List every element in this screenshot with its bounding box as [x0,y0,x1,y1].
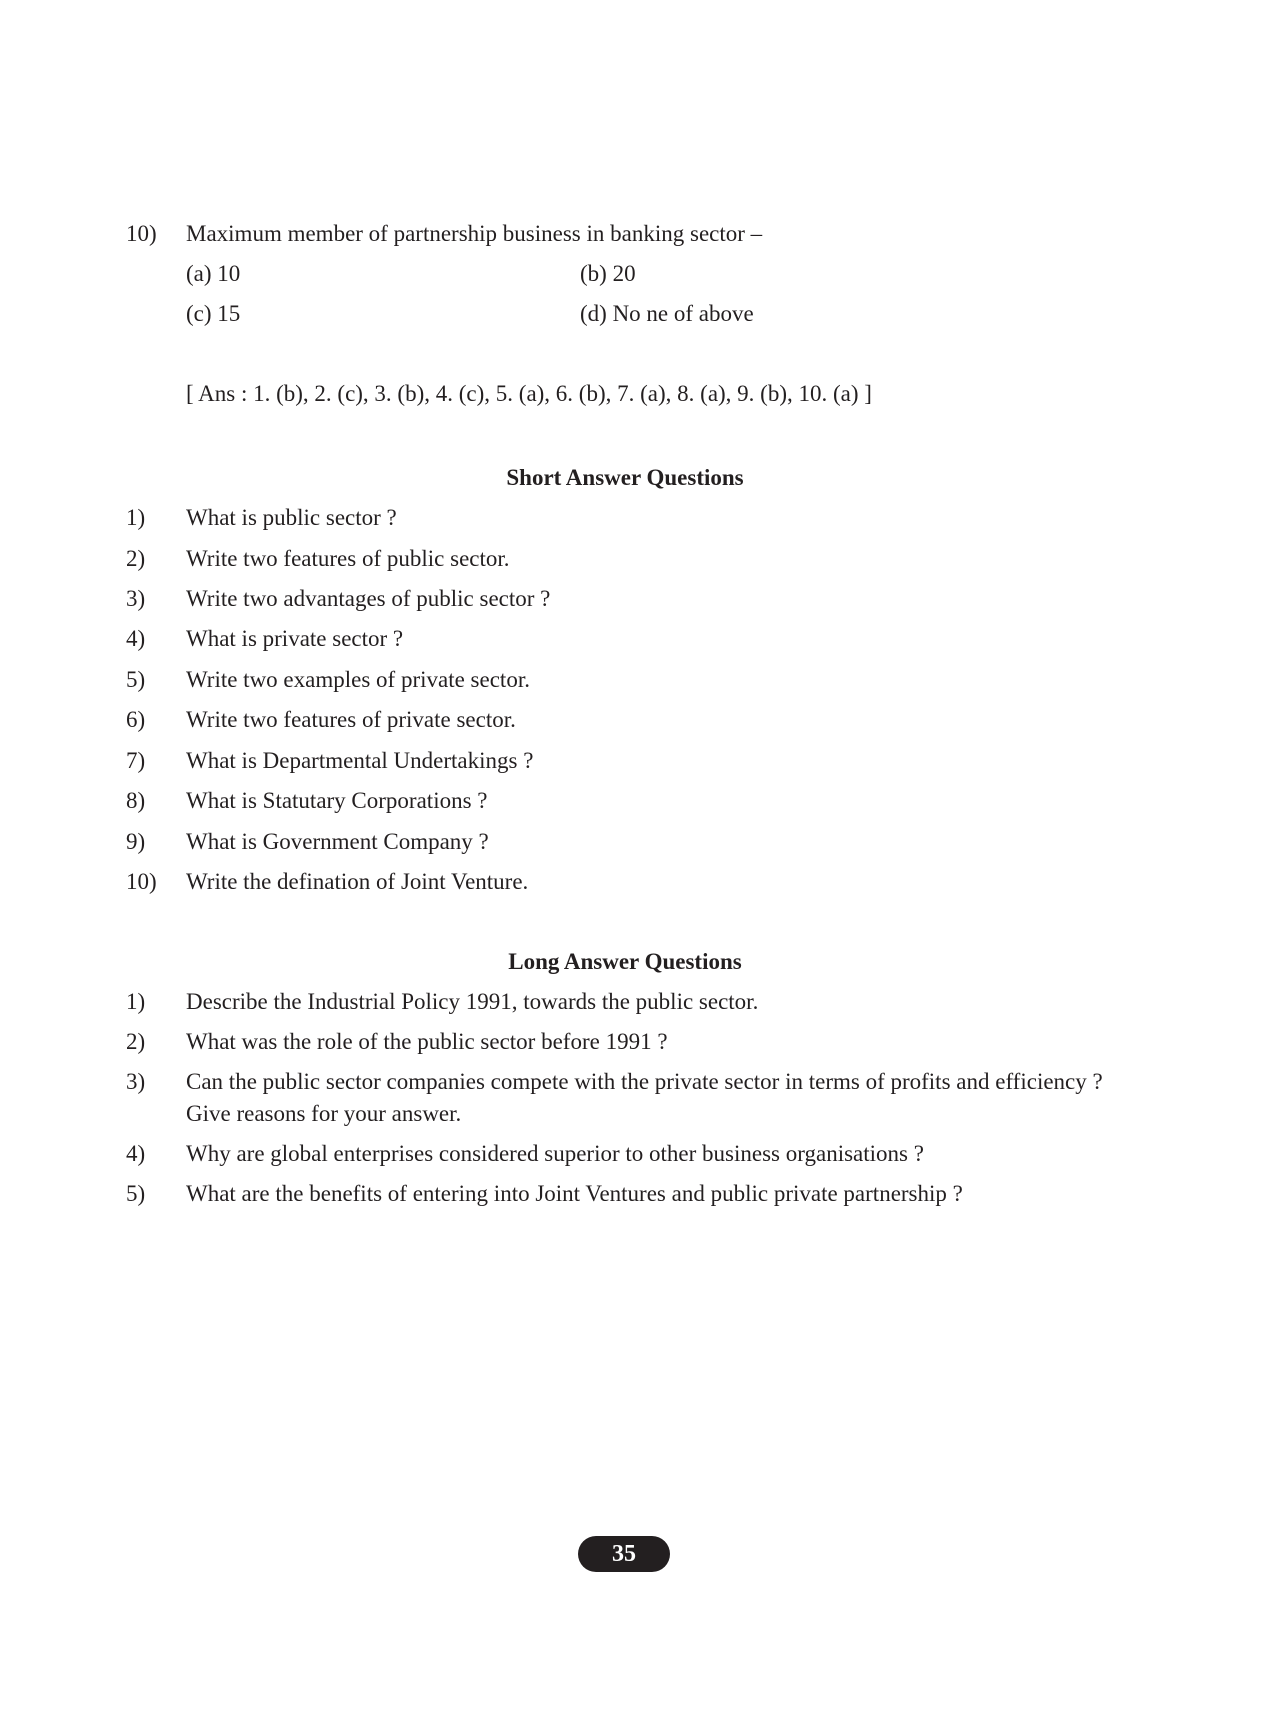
item-number: 6) [126,707,146,732]
item-number: 1) [126,505,146,530]
item-number: 3) [126,1069,146,1094]
item-text-continued: Give reasons for your answer. [186,1101,462,1126]
item-text: Write the defination of Joint Venture. [186,869,529,894]
item-text: What is private sector ? [186,626,404,651]
item-number: 5) [126,667,146,692]
item-text: What is Government Company ? [186,829,489,854]
item-number: 5) [126,1181,146,1206]
item-number: 2) [126,1029,146,1054]
option-c: (c) 15 [186,301,241,326]
item-text: What was the role of the public sector before 1991 ? [186,1029,668,1054]
question-text: Maximum member of partnership business in banking sector – [186,221,763,246]
item-text: What is public sector ? [186,505,397,530]
item-number: 8) [126,788,146,813]
item-text: What is Departmental Undertakings ? [186,748,534,773]
item-text: Can the public sector companies compete with the private sector in terms of profits and efficiency ? [186,1069,1103,1094]
page-number: 35 [578,1536,670,1572]
item-text: What is Statutary Corporations ? [186,788,488,813]
item-text: Write two advantages of public sector ? [186,586,551,611]
question-number: 10) [126,221,157,246]
item-text: Write two features of public sector. [186,546,510,571]
option-d: (d) No ne of above [580,301,754,326]
item-number: 2) [126,546,146,571]
answer-key: [ Ans : 1. (b), 2. (c), 3. (b), 4. (c), 5. (a), 6. (b), 7. (a), 8. (a), 9. (b), 10. (a) ] [186,381,872,406]
item-text: Write two features of private sector. [186,707,516,732]
option-a: (a) 10 [186,261,241,286]
item-number: 4) [126,1141,146,1166]
item-number: 10) [126,869,157,894]
item-number: 1) [126,989,146,1014]
item-number: 4) [126,626,146,651]
item-text: Describe the Industrial Policy 1991, towards the public sector. [186,989,759,1014]
item-number: 9) [126,829,146,854]
option-b: (b) 20 [580,261,636,286]
item-number: 7) [126,748,146,773]
short-answer-heading: Short Answer Questions [506,465,744,490]
long-answer-heading: Long Answer Questions [508,949,742,974]
item-text: What are the benefits of entering into Joint Ventures and public private partnership ? [186,1181,963,1206]
item-number: 3) [126,586,146,611]
item-text: Why are global enterprises considered superior to other business organisations ? [186,1141,924,1166]
item-text: Write two examples of private sector. [186,667,530,692]
